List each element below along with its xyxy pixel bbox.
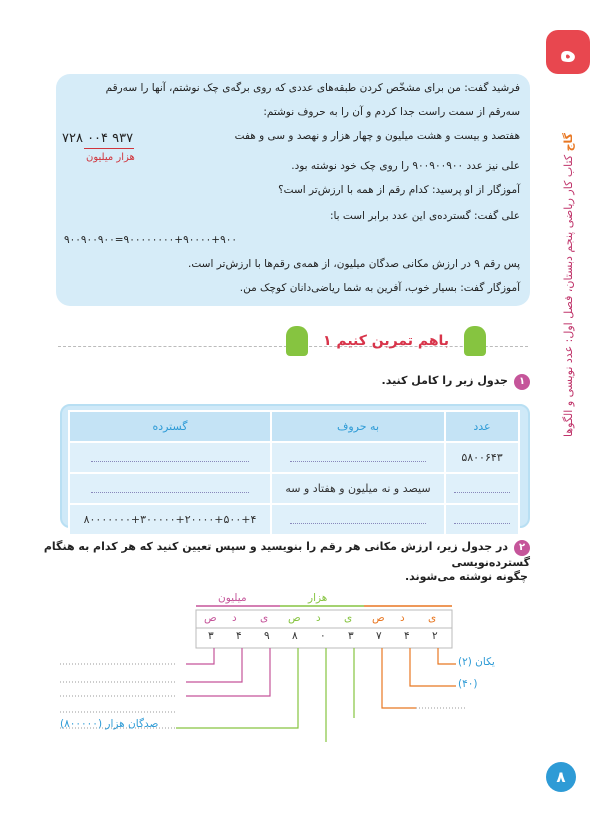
cell-expanded-blank[interactable] [69, 442, 271, 473]
q1-text: جدول زیر را کامل کنید. [381, 374, 508, 387]
answer-tens: (۴۰) [458, 678, 478, 690]
place-header: ص [288, 612, 301, 624]
digit: ۰ [320, 630, 326, 642]
group-label-million: میلیون [218, 592, 247, 604]
header-expanded: گسترده [69, 411, 271, 442]
intro-line: هفتصد و بیست و هشت میلیون و چهار هزار و نهصد و سی و هفت [234, 130, 520, 142]
cactus-icon [464, 326, 486, 356]
intro-line: آموزگار از او پرسید: کدام رقم از همه با ارزش‌تر است؟ [278, 184, 520, 196]
intro-line: پس رقم ۹ در ارزش مکانی صدگان میلیون، از همه‌ی رقم‌ها با ارزش‌تر است. [188, 258, 520, 270]
place-header: ی [428, 612, 437, 624]
intro-line: فرشید گفت: من برای مشخّص کردن طبقه‌های عددی که روی برگه‌ی چک نوشتم، آنها را سه‌رقم [105, 82, 520, 94]
q1-number: ۱ [514, 374, 530, 390]
side-title-brand: گاج [562, 132, 575, 152]
answer-ones: یکان (۲) [458, 656, 495, 668]
place-header: د [400, 612, 405, 624]
place-header: ی [344, 612, 353, 624]
intro-line: علی گفت: گسترده‌ی این عدد برابر است با: [329, 210, 520, 222]
connector-line [186, 648, 214, 664]
digit: ۹ [264, 630, 270, 642]
place-header: د [232, 612, 237, 624]
connector-line [176, 648, 298, 728]
connector-line [382, 648, 416, 708]
q1-prompt [382, 374, 530, 390]
q2-text-line2: چگونه نوشته می‌شوند. [404, 570, 528, 583]
cell-words-blank[interactable] [271, 442, 445, 473]
header-number: عدد [445, 411, 519, 442]
cell-number-blank[interactable] [445, 473, 519, 504]
sidebar [536, 0, 604, 828]
side-title-text: کتاب کار ریاضی پنجم دبستان، فصل اول: عدد نویسی و الگوها [562, 154, 575, 438]
header-words: به حروف [271, 411, 445, 442]
intro-box [56, 74, 530, 306]
cell-words-blank[interactable] [271, 504, 445, 535]
digit: ۳ [208, 630, 214, 642]
q2-text-line1: در جدول زیر، ارزش مکانی هر رقم را بنویسید و سپس تعیین کنید که هر کدام به هنگام گسترده‌نویسی [43, 540, 530, 569]
digit: ۳ [348, 630, 354, 642]
intro-equation: ۹۰۰۹۰۰۹۰۰=۹۰۰۰۰۰۰۰۰+۹۰۰۰۰+۹۰۰ [64, 234, 238, 246]
cell-words: سیصد و نه میلیون و هفتاد و سه [271, 473, 445, 504]
place-header: ی [260, 612, 269, 624]
side-title [562, 120, 590, 450]
table-row [69, 473, 519, 504]
place-header: ص [204, 612, 217, 624]
cell-number-blank[interactable] [445, 504, 519, 535]
table-row [69, 442, 519, 473]
q2-prompt [0, 540, 530, 569]
page-number: ۸ [546, 762, 576, 792]
connector-line [438, 648, 456, 664]
place-header: د [316, 612, 321, 624]
cactus-icon [286, 326, 308, 356]
intro-line: علی نیز عدد ۹۰۰۹۰۰۹۰۰ را روی چک خود نوشته بود. [291, 160, 520, 172]
q1-table [60, 404, 530, 528]
digit: ۴ [404, 630, 410, 642]
group-label-thousand: هزار [308, 592, 328, 604]
intro-line: آموزگار گفت: بسیار خوب، آفرین به شما ریاضی‌دانان کوچک من. [239, 282, 520, 294]
cell-expanded: ۸۰۰۰۰۰۰۰+۳۰۰۰۰۰+۲۰۰۰۰+۵۰۰+۴ [69, 504, 271, 535]
place-value-diagram [56, 592, 495, 762]
table-row [69, 504, 519, 535]
number-annotation: ۷۲۸ ۰۰۴ ۹۳۷ [62, 131, 134, 146]
digit: ۴ [236, 630, 242, 642]
cell-expanded-blank[interactable] [69, 473, 271, 504]
connector-line [410, 648, 456, 686]
digit: ۸ [292, 630, 298, 642]
exercise-banner [286, 322, 486, 362]
banner-title: باهم تمرین کنیم ۱ [322, 333, 450, 349]
cell-number: ۵۸۰۰۶۴۳ [445, 442, 519, 473]
digit: ۲ [432, 630, 438, 642]
annotation-underline [84, 148, 134, 149]
place-header: ص [372, 612, 385, 624]
intro-line: سه‌رقم از سمت راست جدا کردم و آن را به حروف نوشتم: [263, 106, 520, 118]
publisher-logo: ه [546, 30, 590, 74]
connector-line [186, 648, 270, 696]
answer-hundred-thousands: صدگان هزار (۸۰۰۰۰۰) [60, 718, 159, 730]
digit: ۷ [376, 630, 382, 642]
q2-number: ۲ [514, 540, 530, 556]
number-annotation-label: هزار میلیون [86, 152, 135, 163]
